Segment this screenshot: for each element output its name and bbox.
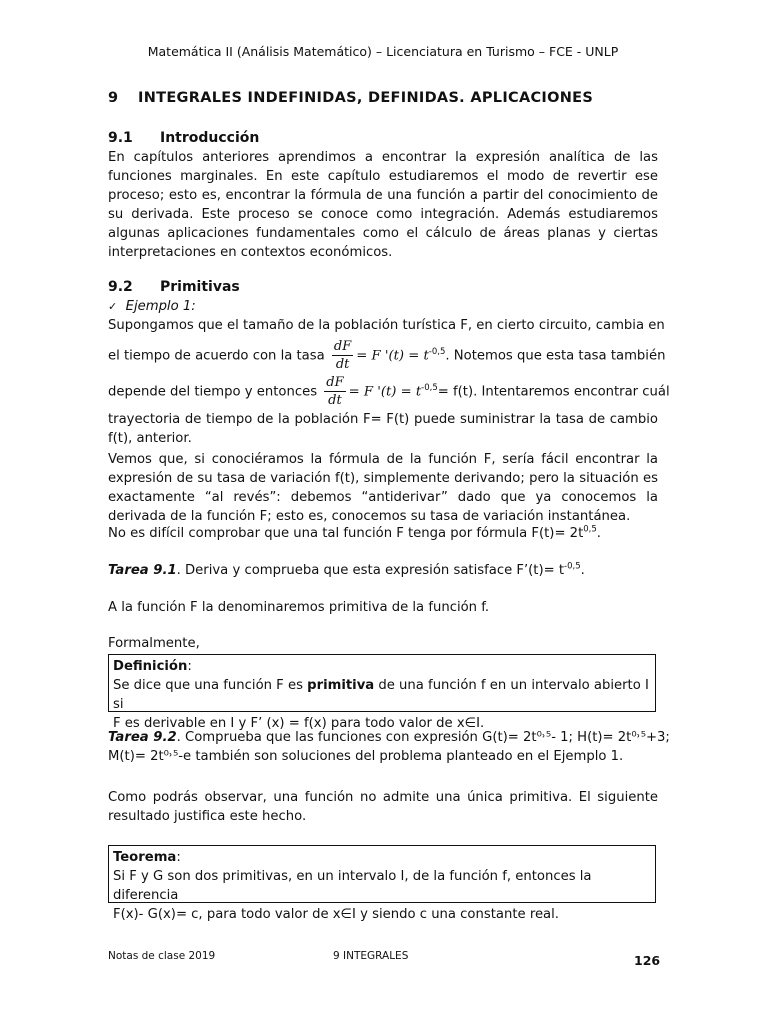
section-number: 9.2	[108, 279, 133, 295]
text: No es difícil comprobar que una tal función F tenga por fórmula F(t)= 2t	[108, 526, 584, 541]
text: .	[596, 526, 601, 541]
text: Se dice que una función F es	[113, 678, 308, 693]
page-number: 126	[634, 953, 661, 968]
text: . Notemos que esta tasa también	[445, 348, 666, 364]
exponent: -0,5	[421, 383, 438, 394]
fraction	[324, 374, 345, 409]
fraction-denominator: dt	[335, 357, 350, 372]
check-icon: ✓	[108, 300, 118, 313]
fraction-numerator: dF	[326, 375, 344, 390]
section-heading-intro	[108, 130, 259, 146]
intro-paragraph: En capítulos anteriores aprendimos a encontrar la expresión analítica de las funciones marginales. En este capítulo estudiaremos el modo de revertir ese proceso; esto es, encontrar la fórmula de una función a partir del conocimiento de su derivada. Este proceso se conoce como integración. Además estudiaremos algunas aplicaciones fundamentales como el cálculo de áreas planas y ciertas interpretaciones en contextos económicos.	[108, 150, 658, 260]
exponent: -0,5	[564, 561, 581, 572]
text: :	[187, 659, 192, 674]
example-label	[108, 299, 658, 314]
text: depende del tiempo y entonces	[108, 384, 318, 400]
text: :	[176, 850, 181, 865]
theorem-label: Teorema	[113, 850, 177, 865]
equation: = F '(t) = t	[348, 384, 422, 400]
fraction	[332, 338, 353, 373]
fraction-numerator: dF	[333, 339, 352, 354]
tarea-9-2	[108, 730, 670, 745]
equation: = F '(t) = t	[356, 348, 429, 364]
fraction-denominator: dt	[328, 393, 342, 408]
paragraph: Vemos que, si conociéramos la fórmula de la función F, sería fácil encontrar la expresión de su tasa de variación f(t), simplemente derivando; pero la situación es exactamente “al revés”: debemos “antiderivar” dado que ya conocemos la derivada de la función F; esto es, conocemos su tasa de variación instantánea.	[108, 452, 658, 524]
paragraph-line: Supongamos que el tamaño de la población turística F, en cierto circuito, cambia en	[108, 318, 665, 333]
text: de una función f en un intervalo abierto I si	[113, 678, 649, 712]
tarea-9-2-line2: M(t)= 2t⁰˒⁵-e también son soluciones del problema planteado en el Ejemplo 1.	[108, 749, 624, 764]
definition-label: Definición	[113, 659, 188, 674]
page-header: Matemática II (Análisis Matemático) – Licenciatura en Turismo – FCE - UNLP	[147, 44, 619, 59]
tarea-label: Tarea 9.1	[108, 563, 177, 578]
paragraph-line: f(t), anterior.	[108, 431, 192, 446]
definition-box	[108, 654, 656, 731]
exponent: 0,5	[583, 524, 597, 535]
exponent: -0,5	[428, 347, 446, 358]
definition-line: F es derivable en I y F’ (x) = f(x) para todo valor de x∈I.	[113, 716, 485, 731]
section-title: Primitivas	[160, 279, 240, 295]
section-number: 9.1	[108, 130, 133, 146]
tarea-label: Tarea 9.2	[108, 730, 177, 745]
section-heading-primitivas	[108, 279, 240, 295]
chapter-title	[108, 90, 593, 106]
formalmente: Formalmente,	[108, 636, 200, 651]
primitiva-sentence: A la función F la denominaremos primitiva de la función f.	[108, 600, 490, 615]
tarea-9-1	[108, 563, 658, 578]
chapter-title-text: INTEGRALES INDEFINIDAS, DEFINIDAS. APLICACIONES	[138, 90, 594, 106]
paragraph-line: trayectoria de tiempo de la población F= F(t) puede suministrar la tasa de cambio	[108, 412, 658, 427]
footer-center: 9 INTEGRALES	[333, 950, 409, 962]
theorem-box	[108, 845, 656, 922]
observation-paragraph: Como podrás observar, una función no admite una única primitiva. El siguiente resultado justifica este hecho.	[108, 790, 658, 824]
text: = f(t). Intentaremos encontrar cuál	[437, 384, 670, 400]
rate-equation-line	[108, 338, 666, 373]
chapter-number: 9	[108, 90, 119, 106]
section-title: Introducción	[160, 130, 260, 146]
example-text: Ejemplo 1:	[125, 299, 196, 314]
paragraph-line	[108, 526, 658, 541]
text: . Comprueba que las funciones con expresión G(t)= 2t⁰˒⁵- 1; H(t)= 2t⁰˒⁵+3;	[176, 730, 670, 745]
rate-equation-line-2	[108, 374, 670, 409]
bold-term: primitiva	[307, 678, 375, 693]
text: . Deriva y comprueba que esta expresión satisface F’(t)= t	[176, 563, 565, 578]
footer-left: Notas de clase 2019	[108, 950, 216, 962]
theorem-line: Si F y G son dos primitivas, en un intervalo I, de la función f, entonces la diferencia	[113, 869, 592, 903]
theorem-line: F(x)- G(x)= c, para todo valor de x∈I y siendo c una constante real.	[113, 907, 559, 922]
text: el tiempo de acuerdo con la tasa	[108, 348, 325, 364]
text: .	[580, 563, 585, 578]
